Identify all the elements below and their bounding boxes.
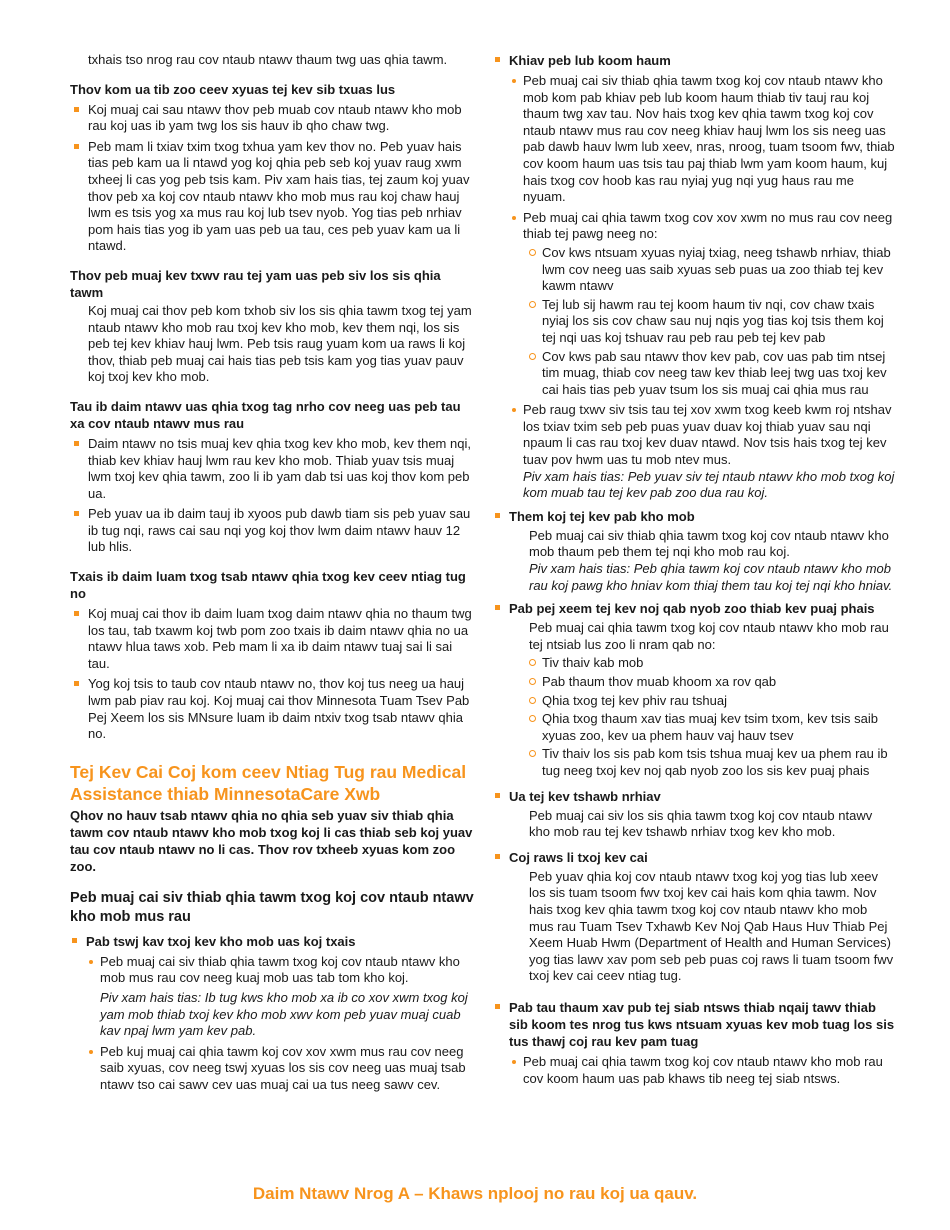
list-item: Peb yuav ua ib daim tauj ib xyoos pub dawb tiam sis peb yuav sau ib tug nqi, raws cai sau nqi yog koj thov lwm daim ntawv hauv 12 lub hlis. [70,506,475,556]
list-item: Daim ntawv no tsis muaj kev qhia txog kev kho mob, kev them nqi, thiab kev khiav hauj lwm rau kev kho mob. Thiab yuav tsis muaj lwm txoj kev qhia tawm, zoo li ib yam dab tsi uas koj thov kom peb ua. [70,436,475,502]
square-bullet-icon [495,1004,500,1009]
list-item: Peb muaj cai qhia tawm txog koj cov ntaub ntawv kho mob rau cov koom haum uas pab khaws tib neeg tej siab ntsws. [493,1054,895,1087]
list-item: Coj raws li txoj kev cai [493,849,895,866]
square-bullet-icon [74,441,79,446]
dot-bullet-icon [89,960,93,964]
section-heading-copy: Txais ib daim luam txog tsab ntawv qhia txog kev ceev ntiag tug no [70,569,466,602]
list-item: Pab pej xeem tej kev noj qab nyob zoo thiab kev puaj phais [493,600,895,617]
pay-body: Peb muaj cai siv thiab qhia tawm txog koj cov ntaub ntawv kho mob thaum peb them tej nqi kho mob rau koj. [529,527,889,560]
dot-bullet-icon [512,79,516,83]
rights-section-title: Tej Kev Cai Coj kom ceev Ntiag Tug rau Medical Assistance thiab MinnesotaCare Xwb [70,761,467,804]
circle-bullet-icon [529,659,536,666]
list-item: Them koj tej kev pab kho mob [493,508,895,525]
list-item: Pab tau thaum xav pub tej siab ntsws thiab nqaij tawv thiab sib koom tes nrog tus kws ntsuam xyuas kev mob tuag los sis tus thawj coj rau kev pam tuag [493,999,895,1050]
right-column [493,52,895,1087]
list-item: Tiv thaiv kab mob [493,655,895,672]
example-text: Piv xam hais tias: Peb yuav siv tej ntaub ntawv kho mob txog koj kom muab tau tej kev pab zoo dua rau koj. [523,468,895,501]
square-bullet-icon [74,107,79,112]
list-item: Tej lub sij hawm rau tej koom haum tiv nqi, cov chaw txais nyiaj los sis cov chaw sau nuj nqis yog tias koj tsis them koj tej nqi uas koj tshuav rau peb rau peb tej kev pab [493,297,895,347]
section-heading-restrictions: Thov peb muaj kev txwv rau tej yam uas peb siv los sis qhia tawm [70,267,441,300]
list-item: Cov kws ntsuam xyuas nyiaj txiag, neeg tshawb nrhiav, thiab lwm cov neeg uas saib xyuas seb puas ua zoo thiab tej kev kawm ntawv [493,245,895,295]
example-text: Piv xam hais tias: Peb qhia tawm koj cov ntaub ntawv kho mob rau koj pawg kho hniav kom thiaj them tau koj tej nqi kho hniav. [529,561,893,593]
list-item: Pab tswj kav txoj kev kho mob uas koj txais [70,933,475,950]
list-item: Yog koj tsis to taub cov ntaub ntawv no, thov koj tus neeg ua hauj lwm pab piav rau koj. Koj muaj cai thov Minnesota Tuam Tsev Pab Pej Xeem los sis MNsure luam ib daim ntxiv txog tsab ntawv qhia no. [70,676,475,742]
list-item: Peb kuj muaj cai qhia tawm koj cov xov xwm mus rau cov neeg saib xyuas, cov neeg tswj xyuas los sis cov neeg uas muaj tsab ntawv tso cai sawv cev uas muaj cai ua tus neeg sawv cev. [70,1044,475,1094]
circle-bullet-icon [529,249,536,256]
square-bullet-icon [495,793,500,798]
circle-bullet-icon [529,715,536,722]
circle-bullet-icon [529,678,536,685]
dot-bullet-icon [512,408,516,412]
list-item: Koj muaj cai sau ntawv thov peb muab cov ntaub ntawv kho mob rau koj uas ib yam twg los sis hauv ib qho chaw twg. [70,102,475,135]
section-body-restrictions: Koj muaj cai thov peb kom txhob siv los sis qhia tawm txog tej yam ntaub ntawv kho mob rau txoj kev kho mob, kev them nqi, los sis peb tej kev khiav hauj lwm. Peb tsis raug yuam kom ua raws li koj thov, thiab peb muaj cai hais tias peb tsis kam yog tias yuav pauv koj txoj kev kho mob. [88,302,472,385]
list-item: Peb raug txwv siv tsis tau tej xov xwm txog keeb kwm roj ntshav los txiav txim seb peb puas yuav duav koj thiab yuav sau nqi npaum li cas rau txoj kev duav ntawd. Nov tsis hais txog tej kev tuav pov hwm uas tu mob ntev mus. Piv xam hais tias: Peb yuav siv tej ntaub ntawv kho mob txog koj kom muab tau tej kev pab zoo dua rau koj. [493,402,895,502]
list-item: Qhia txog tej kev phiv rau tshuaj [493,693,895,710]
square-bullet-icon [74,144,79,149]
example-text: Piv xam hais tias: Ib tug kws kho mob xa ib co xov xwm txog koj yam mob thiab txoj kev kho mob xwv kom peb yuav muaj cuab kav npaj lwm yam kev pab. [100,990,468,1039]
section-heading-communications: Thov kom ua tib zoo ceev xyuas tej kev sib txuas lus [70,81,396,97]
square-bullet-icon [74,511,79,516]
circle-bullet-icon [529,697,536,704]
square-bullet-icon [495,854,500,859]
sub-heading: Peb muaj cai siv thiab qhia tawm txog koj cov ntaub ntawv kho mob mus rau [70,889,474,925]
list-item: Tiv thaiv los sis pab kom tsis tshua muaj kev ua phem rau ib tug neeg txoj kev noj qab nyob zoo los sis kev puaj phais [493,746,895,779]
public-body: Peb muaj cai qhia tawm txog koj cov ntaub ntawv kho mob rau tej ntsiab lus zoo li nram qab no: [529,620,889,652]
list-item: Koj muaj cai thov ib daim luam txog daim ntawv qhia no thaum twg los tau, tab txawm koj twb pom zoo txais ib daim ntawv qhia no ua ntawv hlua taws xob. Peb mam li xa ib daim ntawv tuaj sai li sai tau. [70,606,475,672]
square-bullet-icon [495,605,500,610]
square-bullet-icon [74,681,79,686]
square-bullet-icon [495,57,500,62]
square-bullet-icon [74,611,79,616]
list-item: Peb muaj cai qhia tawm txog cov xov xwm no mus rau cov neeg thiab tej pawg neeg no: [493,210,895,243]
circle-bullet-icon [529,301,536,308]
section-heading-accounting: Tau ib daim ntawv uas qhia txog tag nrho cov neeg uas peb tau xa cov ntaub ntawv mus rau [70,398,461,431]
square-bullet-icon [495,513,500,518]
research-body: Peb muaj cai siv los sis qhia tawm txog koj cov ntaub ntawv kho mob rau tej kev tshawb nrhiav txog kev kho mob. [529,807,873,840]
list-item: Peb mam li txiav txim txog txhua yam kev thov no. Peb yuav hais tias peb kam ua li ntawd yog koj qhia peb seb koj yuav raug xwm txheej li cas yog peb tsis kam. Piv xam hais tias, tej zaum koj yuav thov peb xa koj cov ntaub ntawv kho mob mus rau koj chaw hauj lwm es tsis yog xa mus rau koj lub tsev nyob. Yog tias peb nrhiav pom hais tias yog ib yam uas peb ua tau, ces peb yuav kam ua li ntawd. [70,139,475,255]
list-item: Cov kws pab sau ntawv thov kev pab, cov uas pab tim ntsej tim muag, thiab cov neeg taw kev thiab leej twg uas txoj kev cai hais tias peb yuav tsum los sis muaj cai qhia mus rau [493,349,895,399]
dot-bullet-icon [512,216,516,220]
circle-bullet-icon [529,750,536,757]
law-body: Peb yuav qhia koj cov ntaub ntawv txog koj yog tias lub xeev los sis tuam tsoom fwv txoj kev cai hais kom qhia tawm. Nov hais txog kev qhia tawm txog koj cov ntaub ntawv kho mob mus rau Tuam Tsev Txhawb Kev Noj Qab Haus Huv Thiab Pej Xeem Huab Hwm (Department of Health and Human Services) yog tias lawv xav pom seb peb puas coj raws li tuam tsoom fwv txoj kev cai ceev ntiag tug. [529,868,894,984]
dot-bullet-icon [89,1050,93,1054]
left-column [70,52,475,1094]
square-bullet-icon [72,938,77,943]
list-item: Pab thaum thov muab khoom xa rov qab [493,674,895,691]
list-item: Khiav peb lub koom haum [493,52,895,69]
list-item: Peb muaj cai siv thiab qhia tawm txog koj cov ntaub ntawv kho mob kom pab khiav peb lub koom haum thiab tiv tauj rau koj thaum twg xav tau. Nov hais txog kev qhia tawm txog koj cov ntaub ntawv mus rau cov neeg khiav hauj lwm los sis neeg uas pab dawb hauv lwm lub xeev, nras, nroog, tuam tsoom fwv, thiab cov koom haum uas tsis tau paj thiab lwm yam koom haum, kuj hais txog cov hoob kas rau nyiaj yug nqi yug haus rau me nyuam. [493,73,895,206]
list-item: Qhia txog thaum xav tias muaj kev tsim txom, kev tsis saib xyuas zoo, kev ua phem hauv vaj hauv tsev [493,711,895,744]
circle-bullet-icon [529,353,536,360]
list-item: Peb muaj cai siv thiab qhia tawm txog koj cov ntaub ntawv kho mob mus rau cov neeg kuaj mob uas tab tom kho koj. Piv xam hais tias: Ib tug kws kho mob xa ib co xov xwm txog koj yam mob thiab txoj kev kho mob xwv kom peb yuav muaj cuab kav npaj lwm yam kev pab. [70,954,475,1040]
dot-bullet-icon [512,1060,516,1064]
list-item: Ua tej kev tshawb nrhiav [493,788,895,805]
page-footer: Daim Ntawv Nrog A – Khaws nplooj no rau koj ua qauv. [252,1184,698,1203]
rights-lead: Qhov no hauv tsab ntawv qhia no qhia seb yuav siv thiab qhia tawm cov ntaub ntawv kho mob txog koj li cas thiab seb koj yuav tau cov ntaub ntawv no li cas. Thov rov txheeb xyuas kom zoo zoo. [70,807,473,874]
intro-continuation: txhais tso nrog rau cov ntaub ntawv thaum twg uas qhia tawm. [88,52,448,67]
